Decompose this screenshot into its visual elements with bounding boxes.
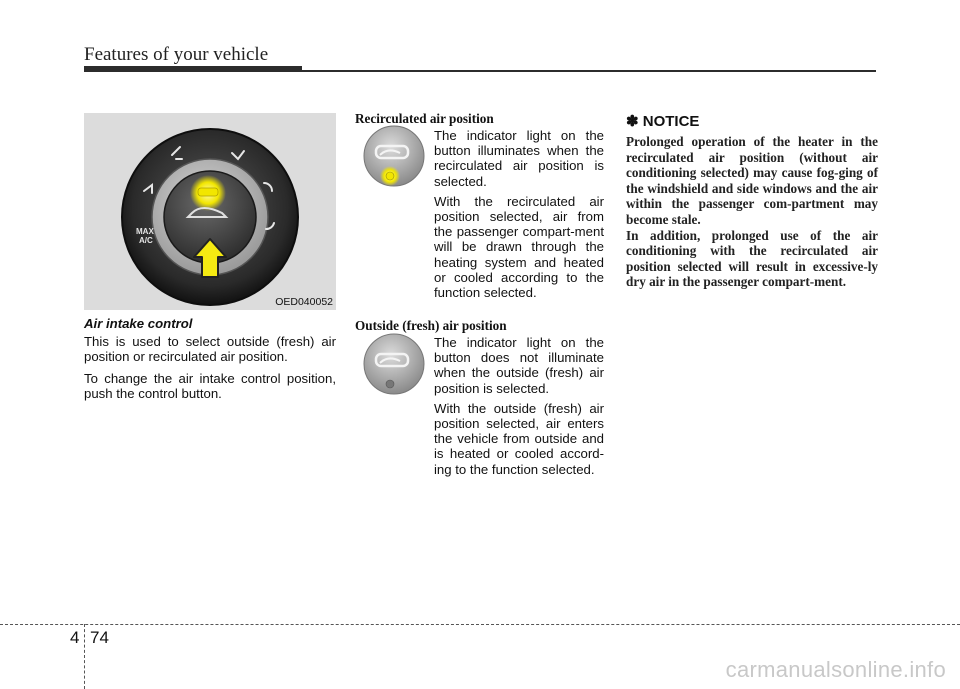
- air-intake-heading: Air intake control: [84, 316, 193, 331]
- outside-text: [434, 335, 604, 482]
- header-rule-thin: [300, 70, 876, 72]
- air-intake-section: [84, 316, 336, 408]
- recirculated-text: [434, 128, 604, 305]
- air-intake-paragraph: This is used to select outside (fresh) air position or recirculated air position.: [84, 333, 336, 364]
- control-knob-illustration: [84, 113, 336, 310]
- air-intake-figure: [84, 113, 336, 310]
- recirculated-paragraph: The indicator light on the button illuminates when the recirculated air position is selected.: [434, 128, 604, 189]
- outside-paragraph: The indicator light on the button does not illuminate when the outside (fresh) air position is selected.: [434, 335, 604, 396]
- recirculated-paragraph: With the recirculated air position selected, air from the passenger compart-ment will be drawn through the heating system and heated or cooled according to the function selected.: [434, 193, 604, 301]
- page-header-title: Features of your vehicle: [84, 44, 269, 65]
- indicator-light: [198, 188, 218, 196]
- notice-heading: ✽ NOTICE: [626, 113, 700, 130]
- footer-rule: [0, 624, 960, 625]
- outside-heading: Outside (fresh) air position: [355, 318, 507, 333]
- recirculated-button-icon: [358, 122, 430, 194]
- notice-body: [626, 134, 878, 290]
- recirculated-heading: Recirculated air position: [355, 111, 494, 126]
- footer-divider: [84, 624, 85, 689]
- header-rule-thick: [84, 66, 302, 72]
- outside-paragraph: With the outside (fresh) air position selected, air enters the vehicle from outside and is heated or cooled accord-ing to the function selected.: [434, 400, 604, 477]
- notice-paragraph: In addition, prolonged use of the air conditioning with the recirculated air position selected will result in excessive-ly dry air in the passenger compart-ment.: [626, 227, 878, 290]
- air-intake-paragraph: To change the air intake control position, push the control button.: [84, 370, 336, 401]
- notice-paragraph: Prolonged operation of the heater in the recirculated air position (without air conditioning selected) may cause fog-ging of the windshield and side windows and the air within the passenger com-partment may become stale.: [626, 134, 878, 227]
- figure-code: OED040052: [275, 296, 333, 308]
- max-label: MAX: [136, 227, 154, 236]
- outside-air-button-icon: [358, 330, 430, 402]
- watermark: carmanualsonline.info: [725, 657, 946, 682]
- ac-label: A/C: [139, 236, 153, 245]
- chapter-number: 4: [70, 628, 80, 647]
- page-number: 74: [90, 628, 109, 647]
